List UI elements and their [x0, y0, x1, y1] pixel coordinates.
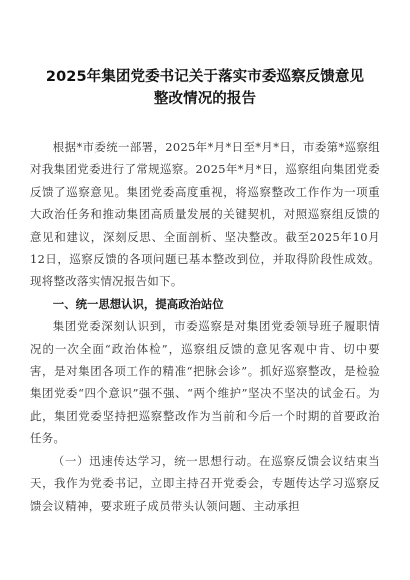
page-title	[30, 66, 380, 110]
title-line-1: 2025年集团党委书记关于落实市委巡察反馈意见	[45, 69, 365, 85]
section-heading-1: 一、统一思想认识，提高政治站位	[52, 296, 224, 311]
title-line-2: 整改情况的报告	[153, 91, 257, 107]
body-paragraph-1: 集团党委深刻认识到，市委巡察是对集团党委领导班子履职情况的一次全面“政治体检”，巡察组反馈的意见客观中肯、切中要害，是对集团各项工作的精准“把脉会诊”。抓好巡察整改，是检验集团党委“四个意识”强不强、“两个维护”坚决不坚决的试金石。为此，集团党委坚持把巡察整改作为当前和今后一个时期的首要政治任务。	[30, 319, 380, 446]
intro-paragraph: 根据*市委统一部署，2025年*月*日至*月*日，市委第*巡察组对我集团党委进行了常规巡察。2025年*月*日，巡察组向集团党委反馈了巡察意见。集团党委高度重视，将巡察整改工作作为一项重大政治任务和推动集团高质量发展的关键契机，对照巡察组反馈的意见和建议，深刻反思、全面剖析、坚决整改。截至2025年10月12日，巡察反馈的各项问题已基本整改到位，并取得阶段性成效。现将整改落实情况报告如下。	[30, 140, 380, 289]
body-paragraph-2: （一）迅速传达学习，统一思想行动。在巡察反馈会议结束当天，我作为党委书记，立即主持召开党委会，专题传达学习巡察反馈会议精神，要求班子成员带头认领问题、主动承担	[30, 453, 380, 513]
